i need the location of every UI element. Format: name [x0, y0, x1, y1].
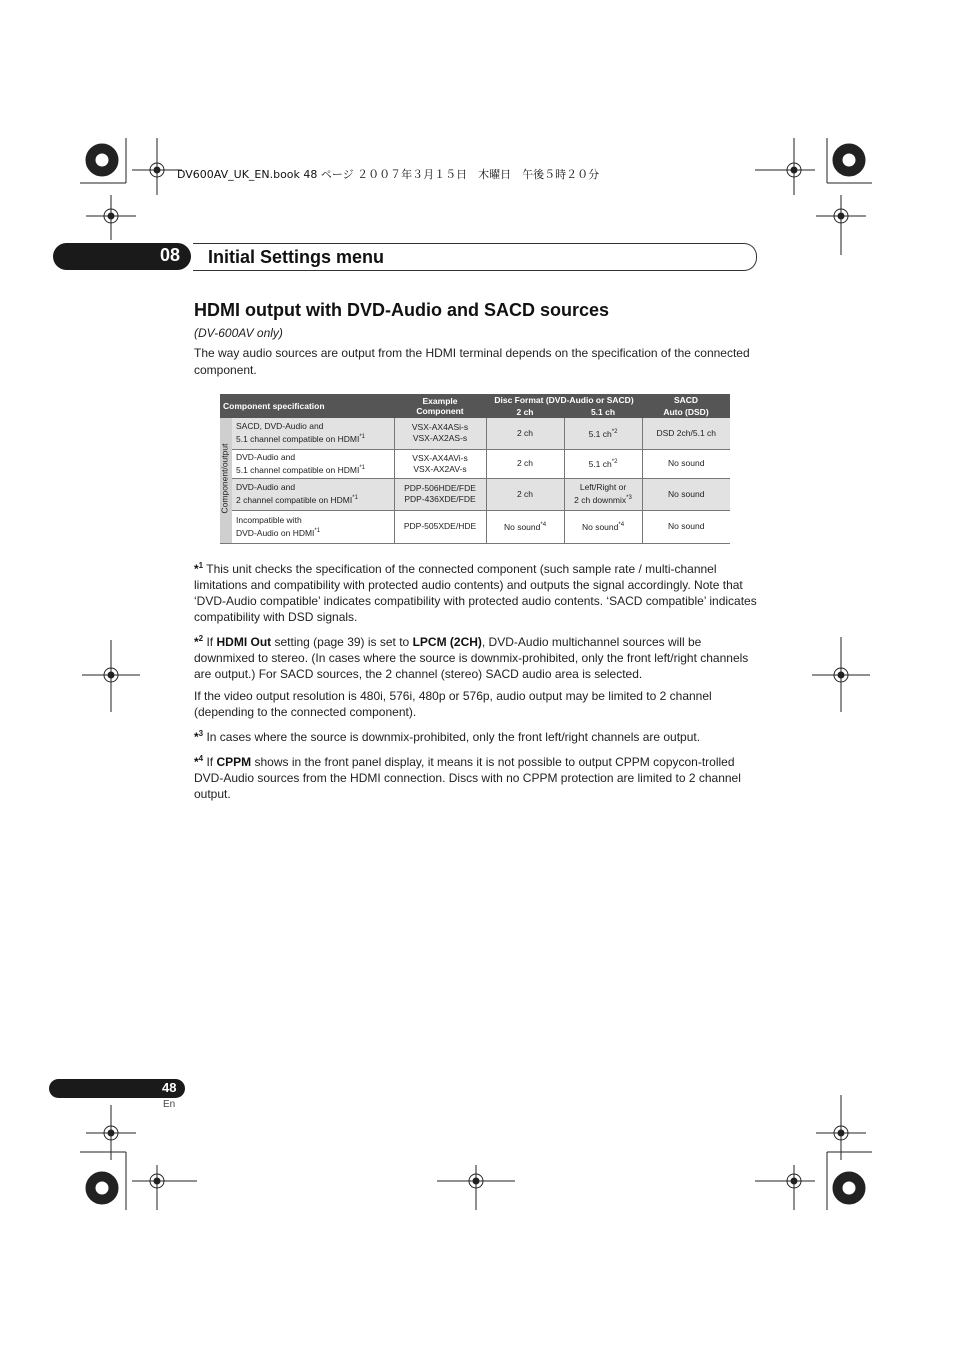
page-number: 48 — [162, 1080, 177, 1095]
row-sacd: No sound — [642, 449, 730, 478]
row-51ch: Left/Right or 2 ch downmix$^{*3}$ — [564, 478, 642, 510]
header-51ch: 5.1 ch — [564, 406, 642, 418]
row-2ch: 2 ch — [486, 478, 564, 510]
footnote-2-extra: If the video output resolution is 480i, 576i, 480p or 576p, audio output may be limited to 2 channel (depending to the connected component). — [194, 689, 712, 719]
footnote-2: *$^2$ If HDMI Out setting (page 39) is set to LPCM (2CH), DVD-Audio multichannel sources will be downmixed to stereo. (In cases where the source is downmix-prohibited, only the front left/right channels are output.) For SACD sources, the 2 channel (stereo) SACD audio area is selected. — [194, 634, 749, 681]
row-2ch: 2 ch — [486, 449, 564, 478]
header-2ch: 2 ch — [486, 406, 564, 418]
side-label: Component/output — [219, 443, 230, 514]
footnote-4: *$^4$ If CPPM shows in the front panel display, it means it is not possible to output CPPM copycon-trolled DVD-Audio sources from the HDMI connection. Discs with no CPPM protection are limited to 2 channel output. — [194, 754, 741, 801]
row-51ch: 5.1 $ch^{*2}$ — [564, 418, 642, 449]
chapter-title: Initial Settings menu — [208, 247, 385, 267]
row-example: PDP-505XDE/HDE — [394, 510, 486, 543]
header-example: Example Component — [394, 394, 486, 418]
table-row — [220, 478, 730, 510]
row-example: VSX-AX4AVi-s VSX-AX2AV-s — [394, 449, 486, 478]
row-sacd: DSD 2ch/5.1 ch — [642, 418, 730, 449]
row-spec: Incompatible with DVD-Audio on HDMI$^{*1}$ — [232, 510, 394, 543]
header-spec: Component specification — [220, 394, 394, 418]
section-intro: The way audio sources are output from the HDMI terminal depends on the specification of the connected component. — [194, 346, 750, 377]
side-label-cell — [220, 418, 232, 543]
row-spec: SACD, DVD-Audio and 5.1 channel compatible on HDMI$^{*1}$ — [232, 418, 394, 449]
header-sacd: SACD — [642, 394, 730, 406]
row-example: VSX-AX4ASi-s VSX-AX2AS-s — [394, 418, 486, 449]
row-2ch: 2 ch — [486, 418, 564, 449]
table-row — [220, 510, 730, 543]
chapter-number: 08 — [160, 245, 181, 265]
row-spec: DVD-Audio and 5.1 channel compatible on HDMI$^{*1}$ — [232, 449, 394, 478]
section-subtitle: (DV-600AV only) — [194, 326, 283, 340]
table-row — [220, 418, 730, 449]
row-51ch: No sound$^{*4}$ — [564, 510, 642, 543]
row-51ch: 5.1 $ch^{*2}$ — [564, 449, 642, 478]
header-file-info: DV600AV_UK_EN.book 48 ページ ２００７年３月１５日 木曜日 午後５時２０分 — [177, 168, 600, 181]
header-disc-format: Disc Format (DVD-Audio or SACD) — [486, 394, 642, 406]
row-sacd: No sound — [642, 478, 730, 510]
page-language: En — [163, 1099, 176, 1110]
row-2ch: No sound$^{*4}$ — [486, 510, 564, 543]
header-auto-dsd: Auto (DSD) — [642, 406, 730, 418]
footnotes — [194, 558, 758, 808]
footnote-3: *$^3$ In cases where the source is downmix-prohibited, only the front left/right channels are output. — [194, 729, 701, 744]
table-row — [220, 449, 730, 478]
row-sacd: No sound — [642, 510, 730, 543]
row-example: PDP-506HDE/FDE PDP-436XDE/FDE — [394, 478, 486, 510]
section-title: HDMI output with DVD-Audio and SACD sources — [194, 300, 609, 320]
hdmi-output-table — [220, 394, 730, 544]
row-spec: DVD-Audio and 2 channel compatible on HDMI$^{*1}$ — [232, 478, 394, 510]
footnote-1: *$^1$ This unit checks the specification of the connected component (such sample rate / multi-channel limitations and compatibility with protected audio contents) and outputs the signal accordingly. Note that ‘DVD-Audio compatible’ indicates compatibility with protected audio contents. ‘SACD compatible’ indicates compatibility with DSD signals. — [194, 561, 757, 624]
